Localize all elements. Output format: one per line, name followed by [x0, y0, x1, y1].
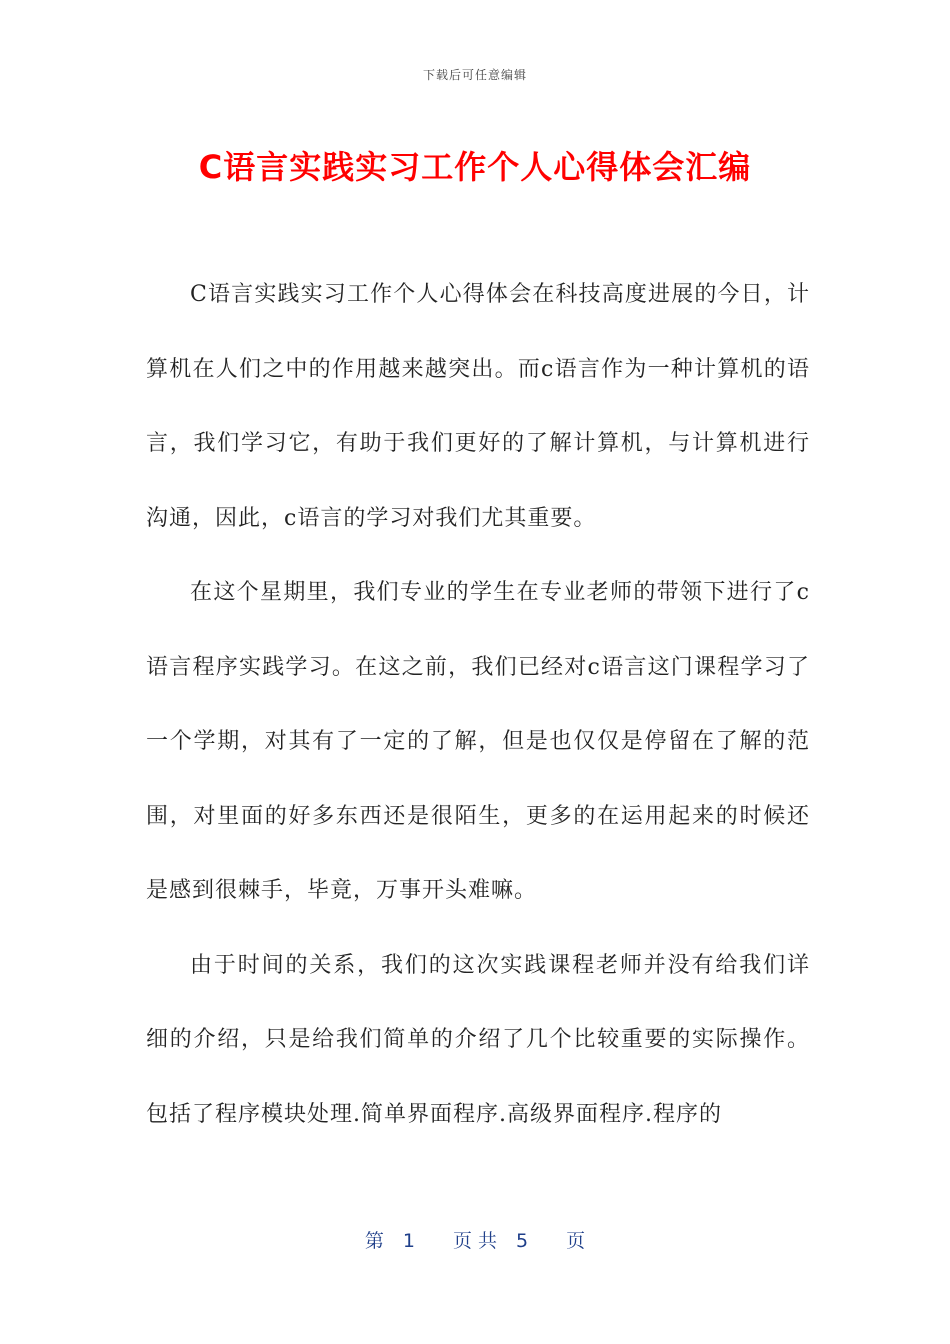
paragraph-3: 由于时间的关系，我们的这次实践课程老师并没有给我们详细的介绍，只是给我们简单的介绍了几个比较重要的实际操作。包括了程序模块处理.简单界面程序.高级界面程序.程序的 — [146, 952, 810, 1127]
document-body — [146, 258, 810, 1152]
document-title: C语言实践实习工作个人心得体会汇编 — [198, 148, 752, 186]
page-number-footer: 第 1 页 共 5 页 — [364, 1230, 586, 1252]
header-note: 下载后可任意编辑 — [422, 68, 527, 82]
paragraph-2: 在这个星期里，我们专业的学生在专业老师的带领下进行了c语言程序实践学习。在这之前，我们已经对c语言这门课程学习了一个学期，对其有了一定的了解，但是也仅仅是停留在了解的范围，对里面的好多东西还是很陌生，更多的在运用起来的时候还是感到很棘手，毕竟，万事开头难嘛。 — [146, 580, 810, 903]
paragraph-1: C语言实践实习工作个人心得体会在科技高度进展的今日，计算机在人们之中的作用越来越突出。而c语言作为一种计算机的语言，我们学习它，有助于我们更好的了解计算机，与计算机进行沟通，因此，c语言的学习对我们尤其重要。 — [146, 282, 810, 531]
